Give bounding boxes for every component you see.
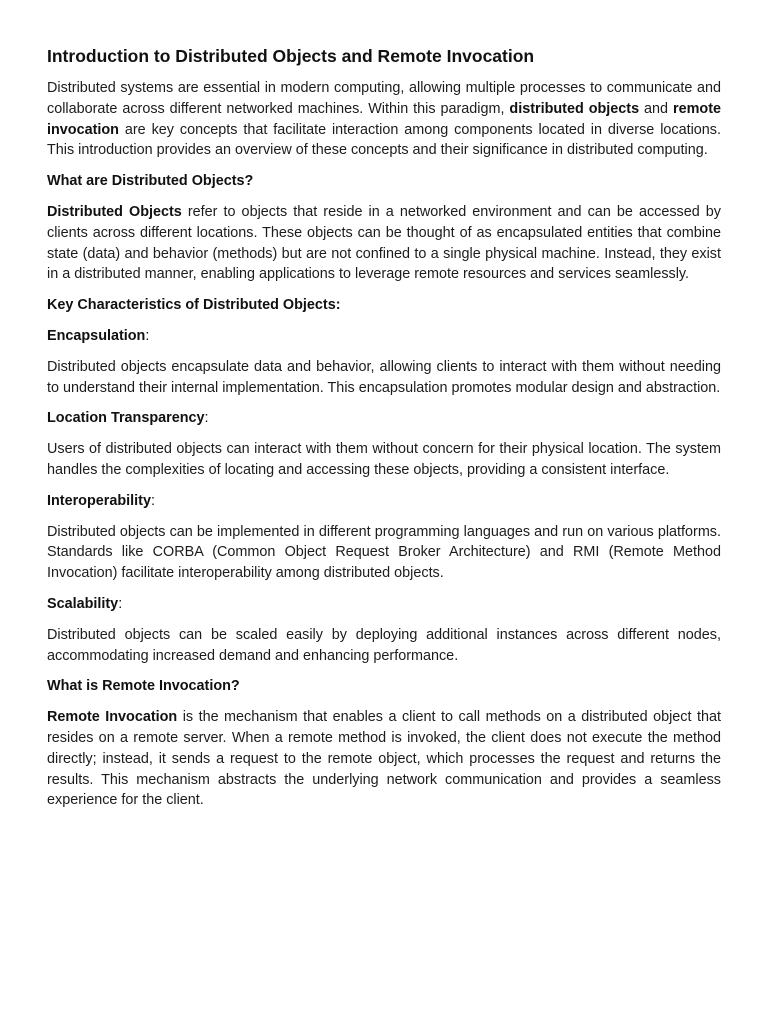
intro-text-1: Distributed systems are essential in modern computing, allowing multiple processes to communicate and collaborate across different networked machines. Within this paradigm, xyxy=(47,80,721,117)
intro-paragraph xyxy=(47,78,721,161)
interoperability-paragraph: Distributed objects can be implemented in different programming languages and run on various platforms. Standards like CORBA (Common Object Request Broker Architecture) and RMI (Remote Method Invocation) facilitate interoperability among distributed objects. xyxy=(47,523,721,582)
heading-what-are-distributed-objects: What are Distributed Objects? xyxy=(47,173,254,190)
distributed-objects-term: Distributed Objects xyxy=(47,203,182,220)
label-scalability xyxy=(47,594,721,615)
label-scalability-colon: : xyxy=(118,595,123,612)
label-scalability-text: Scalability xyxy=(47,595,119,612)
encapsulation-paragraph: Distributed objects encapsulate data and behavior, allowing clients to interact with them without needing to understand their internal implementation. This encapsulation promotes modular design and abstraction. xyxy=(47,358,721,396)
distributed-objects-paragraph xyxy=(47,202,721,285)
scalability-paragraph: Distributed objects can be scaled easily by deploying additional instances across different nodes, accommodating increased demand and enhancing performance. xyxy=(47,626,721,664)
intro-bold-distributed-objects: distributed objects xyxy=(509,100,640,117)
label-interoperability-colon: : xyxy=(150,492,155,509)
label-location-transparency-text: Location Transparency xyxy=(47,410,205,427)
intro-text-2: and xyxy=(639,100,674,117)
label-encapsulation-colon: : xyxy=(145,327,150,344)
remote-invocation-text: is the mechanism that enables a client to call methods on a distributed object that resides on a remote server. When a remote method is invoked, the client does not execute the method directly; instead, it sends a request to the remote object, which processes the request and returns the results. This mechanism abstracts the underlying network communication and provides a seamless experience for the client. xyxy=(47,709,721,809)
document-title: Introduction to Distributed Objects and Remote Invocation xyxy=(47,46,535,66)
label-interoperability-text: Interoperability xyxy=(47,492,151,509)
remote-invocation-paragraph xyxy=(47,707,721,811)
label-interoperability xyxy=(47,491,721,512)
location-transparency-paragraph: Users of distributed objects can interact with them without concern for their physical location. The system handles the complexities of locating and accessing these objects, providing a consistent interface. xyxy=(47,441,721,478)
remote-invocation-term: Remote Invocation xyxy=(47,709,178,726)
heading-what-is-remote-invocation: What is Remote Invocation? xyxy=(47,678,240,695)
label-location-transparency-colon: : xyxy=(204,410,209,427)
label-location-transparency xyxy=(47,408,721,429)
intro-text-3: are key concepts that facilitate interaction among components located in diverse locations. This introduction provides an overview of these concepts and their significance in distributed computing. xyxy=(47,121,721,159)
distributed-objects-text: refer to objects that reside in a networked environment and can be accessed by clients across different locations. These objects can be thought of as encapsulated entities that combine state (data) and behavior (methods) but are not confined to a single physical machine. Instead, they exist in a distributed manner, enabling applications to leverage remote resources and services seamlessly. xyxy=(47,203,721,283)
label-encapsulation-text: Encapsulation xyxy=(47,327,146,344)
label-encapsulation xyxy=(47,326,721,347)
heading-key-characteristics: Key Characteristics of Distributed Objects: xyxy=(47,297,341,314)
intro-bold-remote-invocation: remote invocation xyxy=(47,100,722,138)
